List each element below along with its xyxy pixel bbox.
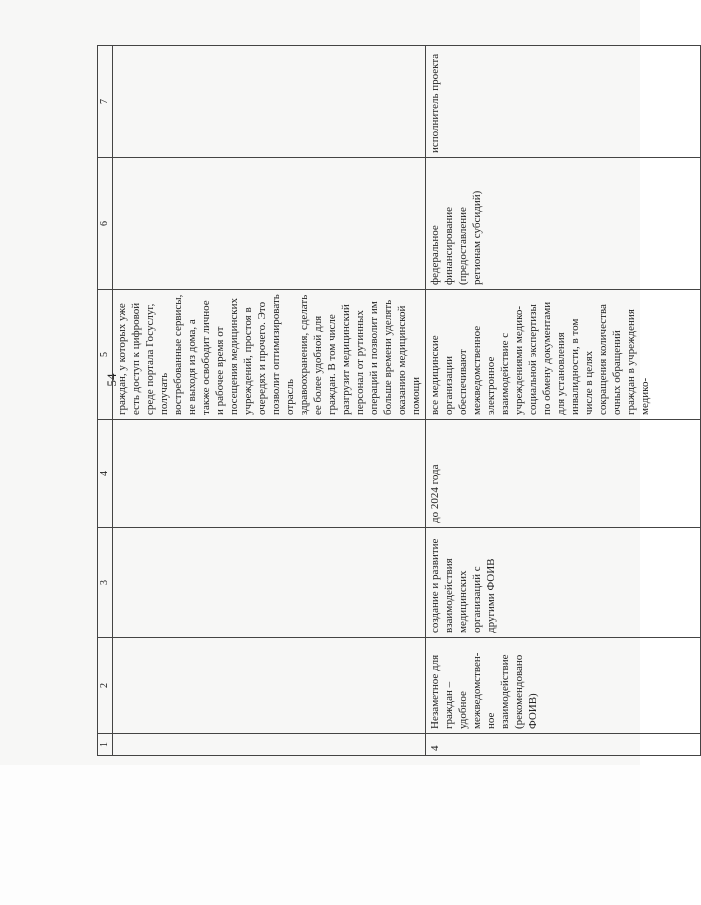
cell-empty bbox=[113, 734, 426, 756]
rotated-table-container bbox=[97, 46, 651, 756]
cell-empty bbox=[113, 638, 426, 734]
cell-effect-continued: граждан, у которых уже есть доступ к цифровой среде портала Госуслуг, получать востребованные сервисы, не выходя из дома, а также освободит личное и рабочее время от посещения медицинских учреждений, простоя в очередях и прочего. Это позволит оптимизировать отрасль здравоохранения, сделать ее более удобной для граждан. В том числе разгрузит медицинский персонал от рутинных операций и позволит им больше времени уделять оказанию медицинской помощи bbox=[113, 290, 426, 420]
column-number: 2 bbox=[98, 638, 113, 734]
cell-row-number: 4 bbox=[426, 734, 701, 756]
cell-empty bbox=[113, 420, 426, 528]
cell-empty bbox=[113, 46, 426, 158]
column-number: 3 bbox=[98, 528, 113, 638]
column-number: 7 bbox=[98, 46, 113, 158]
column-number: 4 bbox=[98, 420, 113, 528]
cell-deadline: до 2024 года bbox=[426, 420, 701, 528]
column-number: 5 bbox=[98, 290, 113, 420]
column-number: 1 bbox=[98, 734, 113, 756]
table-row bbox=[426, 46, 701, 756]
continuation-row bbox=[113, 46, 426, 756]
cell-action: создание и развитие взаимодействия медицинских организаций с другими ФОИВ bbox=[426, 528, 701, 638]
column-number-row bbox=[98, 46, 113, 756]
cell-expected-effect: все медицинские организации обеспечивают межведомственное электронное взаимодействие с учреждениями медико-социальной экспертизы по обмену документами для установления инвалидности, в том числе в целях сокращения количества очных обращений граждан в учреждения медико- bbox=[426, 290, 701, 420]
page-number: 54 bbox=[104, 373, 119, 387]
cell-empty bbox=[113, 158, 426, 290]
cell-responsible: исполнитель проекта bbox=[426, 46, 701, 158]
cell-funding: федеральное финансирование (предоставление регионам субсидий) bbox=[426, 158, 701, 290]
measures-table bbox=[97, 45, 701, 756]
cell-measure-name: Незаметное для граждан – удобное межведомствен-ное взаимодействие (рекомендовано ФОИВ) bbox=[426, 638, 701, 734]
column-number: 6 bbox=[98, 158, 113, 290]
cell-empty bbox=[113, 528, 426, 638]
